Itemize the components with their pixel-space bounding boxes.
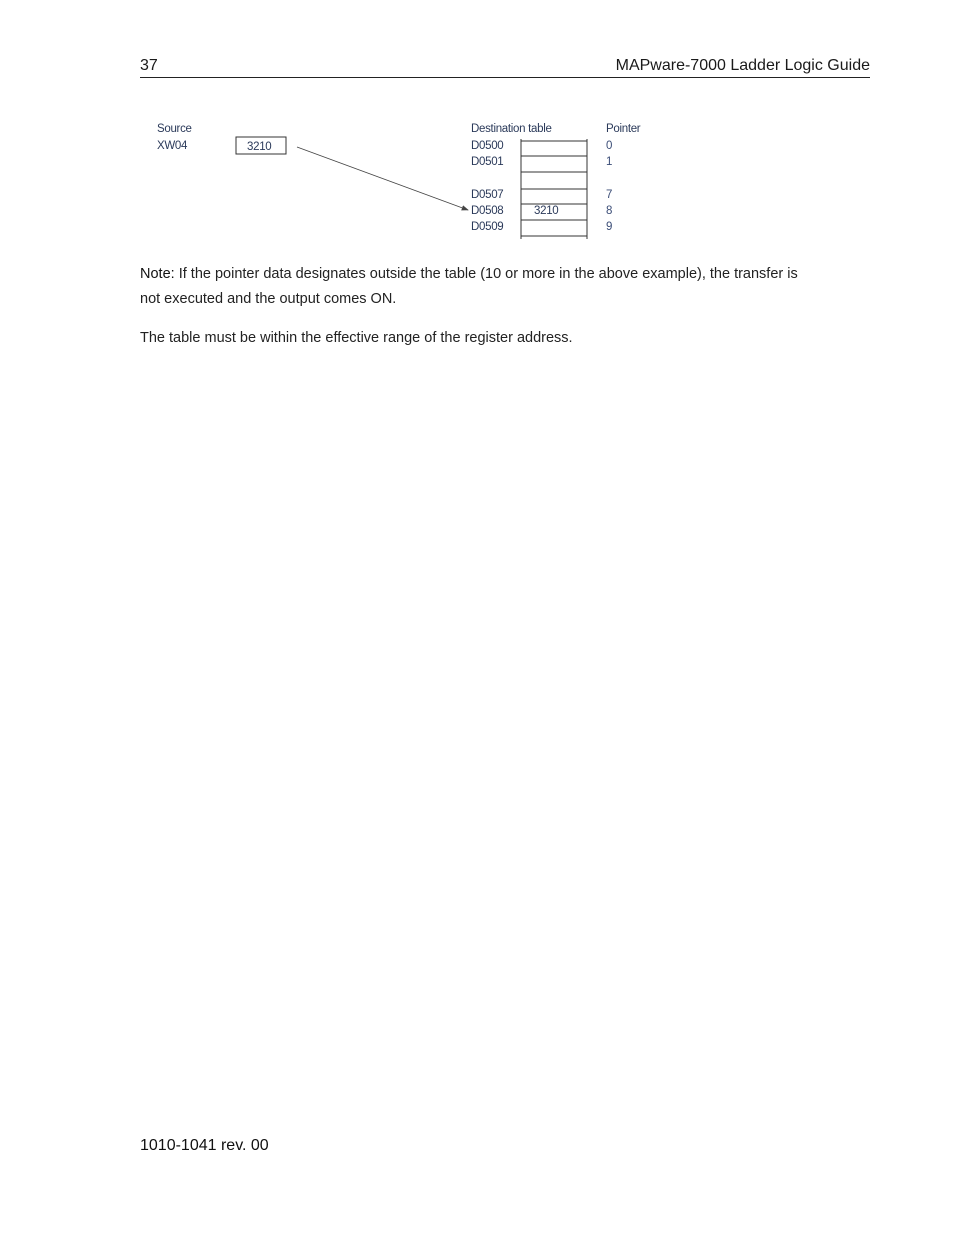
row-address: D0508 <box>471 205 504 217</box>
transfer-arrow <box>297 147 468 210</box>
pointer-value: 0 <box>606 140 613 152</box>
pointer-label: Pointer <box>606 123 641 135</box>
pointer-value: 1 <box>606 156 613 168</box>
destination-table-label: Destination table <box>471 123 552 135</box>
page-number: 37 <box>140 57 158 74</box>
row-address: D0507 <box>471 189 504 201</box>
document-title: MAPware-7000 Ladder Logic Guide <box>615 57 870 74</box>
row-value: 3210 <box>534 205 559 217</box>
body-paragraph: The table must be within the effective range of the register address. <box>140 330 573 346</box>
note-text: If the pointer data designates outside the table (10 or more in the above example), the transfer is not executed and the output comes ON. <box>140 266 798 307</box>
row-address: D0509 <box>471 221 504 233</box>
note-paragraph <box>140 262 820 312</box>
pointer-transfer-diagram <box>150 115 670 245</box>
source-value: 3210 <box>247 141 272 153</box>
pointer-value: 8 <box>606 205 613 217</box>
source-register: XW04 <box>157 140 188 152</box>
row-address: D0500 <box>471 140 504 152</box>
source-label: Source <box>157 123 192 135</box>
pointer-value: 7 <box>606 189 613 201</box>
diagram-svg <box>150 115 670 245</box>
row-address: D0501 <box>471 156 504 168</box>
page-header <box>140 57 870 78</box>
page-footer: 1010-1041 rev. 00 <box>140 1137 269 1154</box>
note-label: Note: <box>140 266 175 282</box>
pointer-value: 9 <box>606 221 613 233</box>
